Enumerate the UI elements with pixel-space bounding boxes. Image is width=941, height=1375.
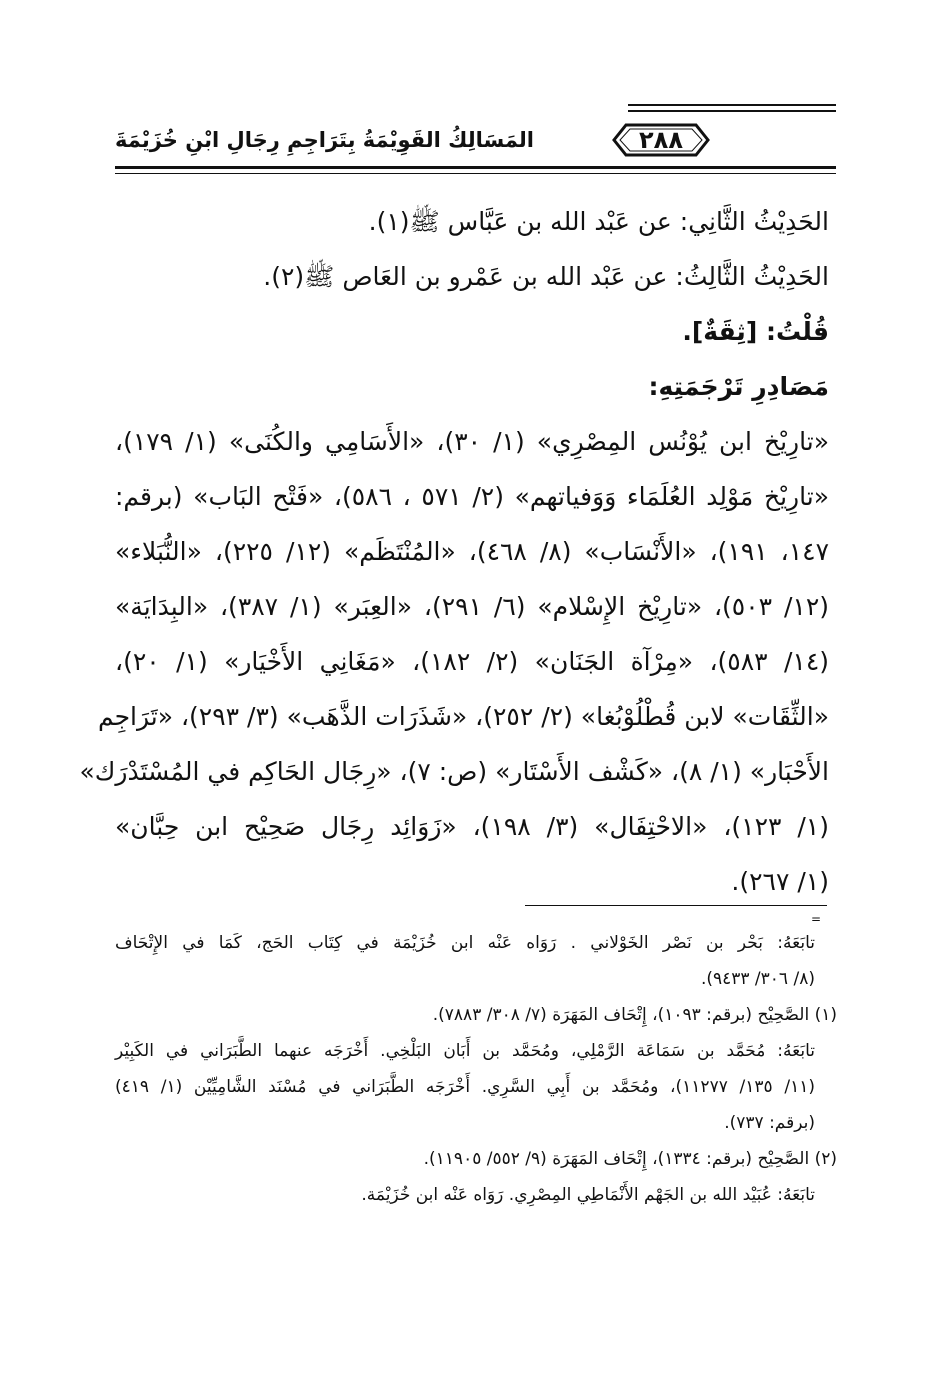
hadith-third-line: الحَدِيْثُ الثَّالِثُ: عن عَبْد الله بن عَمْرو بن العَاص ﷺ(٢). [263,262,829,291]
header-rule-bottom-1 [115,166,836,169]
footnote-continuation-mark: = [811,912,822,926]
sources-line-last: (١/ ٢٦٧). [731,867,829,896]
footnote-line: (برقم: ٧٣٧). [724,1113,815,1133]
footnote-2: (٢) الصَّحِيْح (برقم: ١٣٣٤)، إِتْحَاف المَهَرَة (٩/ ٥٥٢/ ١١٩٠٥). [423,1149,837,1169]
footnote-line: (١١/ ١٣٥/ ١١٢٧٧)، ومُحَمَّد بن أَبِي السَّرِي. أَخْرَجَه الطَّبَرَاني في مُسْنَد الشَّامِيِّيْن (١/ ٤١٩) [115,1077,815,1097]
page-number-frame [612,121,710,159]
footnote-line: تابَعَهُ: عُبَيْد الله بن الجَهْم الأَنْمَاطِي المِصْرِي. رَوَاه عَنْه ابن خُزَيْمَة. [361,1185,815,1205]
sources-line: الأَحْبَار» (١/ ٨)، «كَشْف الأَسْتَار» (ص: ٧)، «رِجَال الحَاكِم في المُسْتَدْرَك» [79,757,829,786]
sources-line: ١٤٧، ١٩١)، «الأَنْسَاب» (٨/ ٤٦٨)، «المُنْتَظَم» (١٢/ ٢٢٥)، «النُّبَلاء» [115,537,830,566]
sources-line: «الثِّقَات» لابن قُطْلُوْبُغا» (٢/ ٢٥٢)، «شَذَرَات الذَّهَب» (٣/ ٢٩٣)، «تَرَاجِم [97,702,829,731]
book-title: المَسَالِكُ القَوِيْمَةُ بِتَرَاجِمِ رِجَالِ ابْنِ خُزَيْمَةَ [115,128,535,152]
header-rule-top-2 [628,110,836,112]
footnote-separator [525,905,827,906]
footnote-1: (١) الصَّحِيْح (برقم: ١٠٩٣)، إِتْحَاف المَهَرَة (٧/ ٣٠٨/ ٧٨٨٣). [432,1005,837,1025]
footnotes [115,925,837,1213]
verdict-line: قُلْتُ: [ثِقَةٌ]. [682,317,829,346]
header-rule-top-1 [628,104,836,106]
header-rule-bottom-2 [115,173,836,174]
sources-line: (١/ ١٢٣)، «الاحْتِفَال» (٣/ ١٩٨)، «زَوَائِد رِجَال صَحِيْح ابن حِبَّان» [115,812,829,841]
sources-line: «تارِيْخ ابن يُوْنُس المِصْرِي» (١/ ٣٠)، «الأَسَامِي والكُنَى» (١/ ١٧٩)، [115,427,829,456]
sources-heading: مَصَادِرِ تَرْجَمَتِهِ: [648,372,829,401]
sources-line: (١٤/ ٥٨٣)، «مِرْآة الجَنَان» (٢/ ١٨٢)، «مَغَانِي الأَخْيَار» (١/ ٢٠)، [115,647,830,676]
sources-line: «تارِيْخ مَوْلِد العُلَمَاء وَوَفياتهم» (٢/ ٥٧١ ، ٥٨٦)، «فَتْح البَاب» (برقم: [115,482,829,511]
sources-line: (١٢/ ٥٠٣)، «تارِيْخ الإِسْلام» (٦/ ٢٩١)، «العِبَر» (١/ ٣٨٧)، «البِدَايَة» [115,592,830,621]
hadith-second-line: الحَدِيْثُ الثَّانِي: عن عَبْد الله بن عَبَّاس ﷺ(١). [368,207,829,236]
footnote-line: تابَعَهُ: بَحْر بن نَصْر الخَوْلاني . رَوَاه عَنْه ابن خُزَيْمَة في كِتَاب الحَج، كَمَا في الإِتْحَاف [115,933,815,953]
main-text [79,194,830,909]
page-number: ٢٨٨ [639,126,683,154]
footnote-line: (٨/ ٣٠٦/ ٩٤٣٣). [700,969,815,989]
footnote-line: تابَعَهُ: مُحَمَّد بن سَمَاعَة الرَّمْلِي، ومُحَمَّد بن أَبَان البَلْخِي. أَخْرَجَه عنهما الطَّبَرَاني في الكَبِيْر [115,1041,815,1061]
